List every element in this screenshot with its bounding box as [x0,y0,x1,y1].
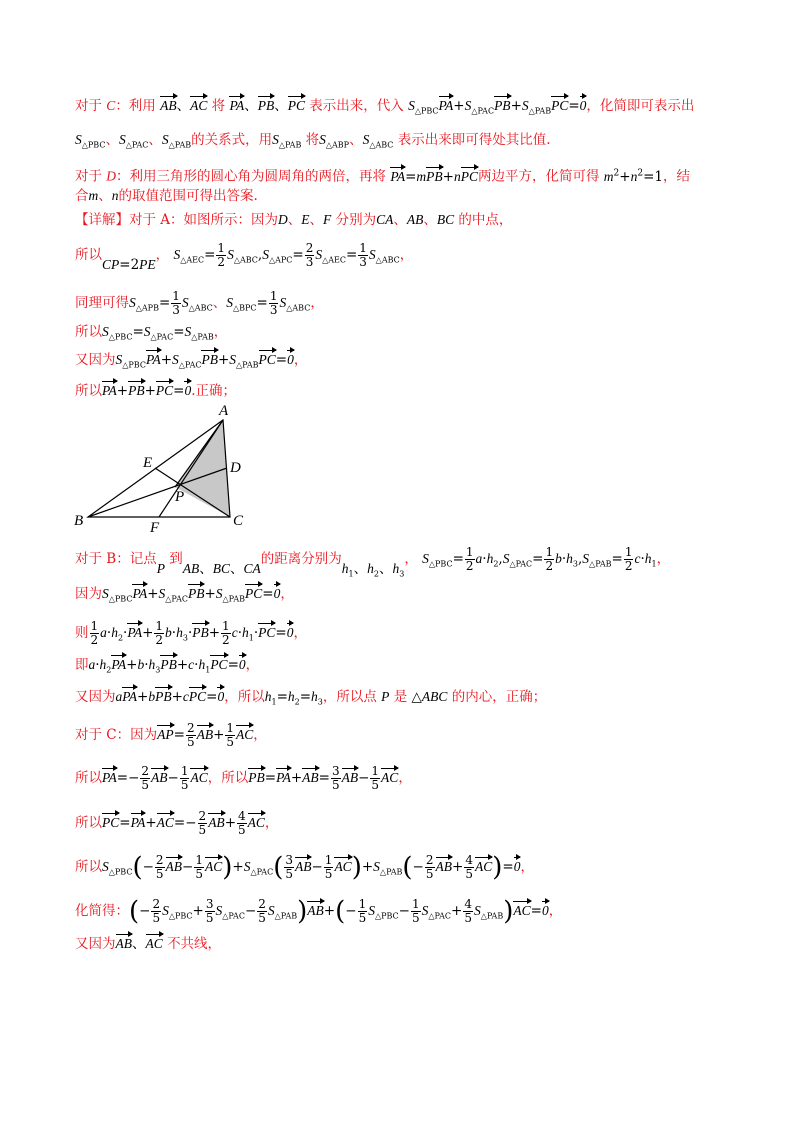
detail-c-substitute: 所以$S_{\triangle PBC}(-$ $\frac{2}{5}$ AB− $\frac{1}{5}$ $AC)+S_{\triangle PAC}$( $\frac{3}{5}$ AB− $\frac{1}{5}$ $AC)+S_{\triangle PAB}(-$ $\frac{2}{5}$ AB+ $\frac{4}{5}$ AC)=0， [75,852,534,883]
detail-b-then: 则 $\frac{1}{2}$ $a\cdot h_2\cdot PA+$ $\frac{1}{2}$ $b\cdot h_3\cdot PB+$ $\frac{1}{2}$ $c\cdot h_1\cdot PC=0$， [75,619,307,647]
analysis-d-line1: 对于 D：利用三角形的圆心角为圆周角的两倍，再将 PA=mPB+nPC两边平方，化简可得 $m^2+n^2=1$，结 [75,168,690,185]
detail-c-pa-pb: 所以PA=− $\frac{2}{5}$ AB− $\frac{1}{5}$ AC，所以PB=PA+AB= $\frac{3}{5}$ AB− $\frac{1}{5}$ AC， [75,764,412,792]
detail-c-intro: 对于 C：因为AP= $\frac{2}{5}$ AB+ $\frac{1}{5}$ AC， [75,721,267,749]
detail-b-intro: 对于 B：记点P 到AB、BC、CA的距离分别为$h_1$、$h_2$、$h_3$， $S_{\triangle PBC}=$ $\frac{1}{2}$ $a\cdot h_2,S_{\triangle PAC}=$ $\frac{1}{2}$ $b\cdot h_3,S_{\triangle PAB}=$ $\frac{1}{2}$ $c\cdot h_1$， [75,545,671,579]
label-B: B [74,513,84,529]
label-C: C [233,513,244,529]
detail-a-again: 又因为$S_{\triangle PBC}PA+S_{\triangle PAC}PB+S_{\triangle PAB}PC=0$， [75,352,308,370]
label-E: E [143,455,153,471]
analysis-c-line2: $S_{\triangle PBC}$、$S_{\triangle PAC}$、$S_{\triangle PAB}$的关系式，用$S_{\triangle PAB}$ 将$S_{\triangle ABP}$、$S_{\triangle ABC}$ 表示出来即可得处其比值. [75,132,551,150]
detail-c-simplified: 化简得：(− $\frac{2}{5}$ $S_{\triangle PBC}+$ $\frac{3}{5}$ $S_{\triangle PAC}-$ $\frac{2}{5}$ $S_{\triangle PAB})AB+(-$ $\frac{1}{5}$ $S_{\triangle PBC}-$ $\frac{1}{5}$ $S_{\triangle PAC}+$ $\frac{4}{5}$ $S_{\triangle PAB})AC=0$， [75,896,563,927]
analysis-c-line1: 对于 C：利用 AB、AC 将 PA、PB、PC 表示出来，代入 $S_{\triangle PBC}PA+S_{\triangle PAC}PB+S_{\triangle PAB}PC=0$，化简即可表示出 [75,98,695,116]
detail-b-ie: 即$a\cdot h_2PA+b\cdot h_3PB+c\cdot h_1PC=0$， [75,657,260,675]
detail-c-pc: 所以PC=PA+AC=− $\frac{2}{5}$ AB+ $\frac{4}{5}$ AC， [75,809,279,837]
detail-a-intro: 【详解】对于 A：如图所示：因为D、E、F 分别为CA、AB、BC 的中点， [75,212,513,228]
detail-a-same: 同理可得$S_{\triangle APB}=$ $\frac{1}{3}$ $S_{\triangle ABC}$、$S_{\triangle BPC}=$ $\frac{1}{3}$ $S_{\triangle ABC}$， [75,289,324,317]
label-D: D [230,460,241,476]
detail-a-conclusion: 所以PA+PB+PC=0.正确； [75,383,237,399]
detail-b-incenter: 又因为aPA+bPB+cPC=0，所以$h_1=h_2=h_3$，所以点 P 是 △ABC 的内心，正确； [75,689,547,707]
detail-b-because: 因为$S_{\triangle PBC}PA+S_{\triangle PAC}PB+S_{\triangle PAB}PC=0$， [75,586,294,604]
triangle-figure [70,400,260,540]
label-F: F [150,520,160,536]
detail-a-ratio: 所以CP=2PE， $S_{\triangle AEC}=$ $\frac{1}{2}$ $S_{\triangle ABC},S_{\triangle APC}=$ $\frac{2}{3}$ $S_{\triangle AEC}=$ $\frac{1}{3}$ $S_{\triangle ABC}$， [75,241,414,273]
label-P: P [175,489,185,505]
detail-c-noncollinear: 又因为AB、AC 不共线， [75,936,222,952]
detail-a-equal: 所以$S_{\triangle PBC}=S_{\triangle PAC}=S_{\triangle PAB}$， [75,324,228,342]
label-A: A [219,403,229,419]
analysis-d-line2: 合m、n的取值范围可得出答案. [75,188,258,204]
